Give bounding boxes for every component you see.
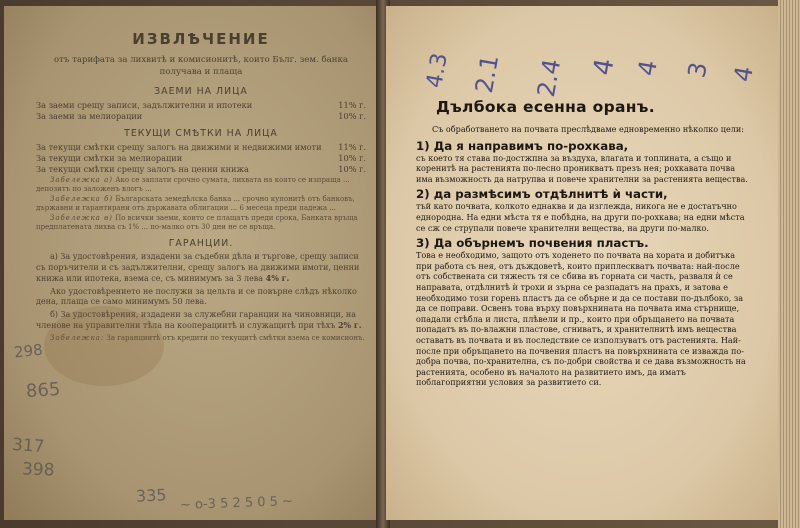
handwriting-top-1: 4.3 <box>422 51 453 90</box>
handwriting-top-5: 4 <box>632 58 663 78</box>
loan-row: За заеми за мелиорации 10% г. <box>36 111 366 121</box>
guarantee-b: б) За удостовѣрения, издадени за служебни гаранции на чиновници, на членове на управителни тѣла на кооперациитѣ и служащитѣ при тѣхъ 2% г. <box>36 309 362 330</box>
left-subtitle: отъ тарифата за лихвитѣ и комисионитѣ, които Бълг. зем. банка получава и плаща <box>53 55 349 77</box>
handwriting-top-3: 2.4 <box>531 56 567 100</box>
note-final: Забележка: За гаранциитѣ отъ кредити по текущитѣ смѣтки взема се комисионъ. <box>50 333 365 342</box>
pencil-note-2: 865 <box>25 378 62 403</box>
guarantee-a-note: Ако удостовѣрението не послужи за цельта и се повърне слѣдъ нѣколко дена, плаща се само минимумъ 50 лева. <box>36 286 357 306</box>
right-title: Дълбока есенна оранъ. <box>436 98 655 116</box>
pencil-note-1: 298 <box>13 340 44 362</box>
left-title: ИЗВЛѢЧЕНИЕ <box>132 30 270 48</box>
pencil-note-3: 317 <box>11 434 46 458</box>
handwriting-top-6: 3 <box>682 60 713 80</box>
right-intro: Съ обработването на почвата преслѣдваме едновременно нѣколко цели: <box>432 124 744 134</box>
loan-row: За заеми срещу записи, задължителни и ипотеки 11% г. <box>36 100 366 110</box>
pencil-note-4: 398 <box>21 459 55 481</box>
page-edges <box>778 0 800 528</box>
item-1 <box>416 139 752 185</box>
note-b: Забележка б) Българската земедѣлска банка ... срочно купонитѣ отъ банковъ, държавни и гарантирани отъ държавата облигации ... 6 месеца преди падежа ... <box>36 195 355 212</box>
pencil-bottom: ~ о-3 5 2 5 0 5 ~ <box>179 494 294 513</box>
guarantee-a: а) За удостовѣрения, издадени за съдебни дѣла и търгове, срещу записи съ поръчители и съ задължителни, срещу залогъ на движими имоти, ценни книжа или ипотека, взема се, съ минимумъ за 3 лева 4% г. <box>36 252 360 283</box>
handwriting-top-2: 2.1 <box>469 52 505 96</box>
left-page <box>4 6 380 520</box>
handwriting-top-7: 4 <box>728 64 759 84</box>
item-3 <box>416 236 752 388</box>
note-a: Забележка а) Ако се заплати срочно сумата, лихвата на която се изпраща ... депозитъ по заложенъ влогъ ... <box>36 176 350 193</box>
item-2-text: тъй като почвата, колкото еднаква и да изглежда, никога не е достатъчно еднородна. На едни мѣста тя е побѣдна, на други по-рохкава; на едни мѣста се сж се струпали повече хранителни вещества, на други по-малко. <box>416 201 745 233</box>
account-row: За текущи смѣтки срещу залогъ на ценни книжа 10% г. <box>36 164 366 174</box>
handwriting-top-4: 4 <box>588 56 621 78</box>
account-row: За текущи смѣтки срещу залогъ на движими и недвижими имоти 11% г. <box>36 142 366 152</box>
account-row: За текущи смѣтки за мелиорации 10% г. <box>36 153 366 163</box>
item-3-heading: 3) Да обърнемъ почвения пластъ. <box>416 236 649 251</box>
note-v: Забележка в) По всички заеми, които се плащатъ преди срока, Банката връща предплатената лихва съ 1% ... по-малко отъ 30 дни не се връща. <box>36 214 358 231</box>
loans-heading: ЗАЕМИ НА ЛИЦА <box>154 86 248 97</box>
item-1-text: съ което тя става по-достжпна за въздуха, влагата и топлината, а също и коренитѣ на растенията по-лесно проникватъ презъ нея; рохкавата почва има възможность да натрупва и повече хранителни за растенията вещества. <box>416 152 748 184</box>
item-1-heading: 1) Да я направимъ по-рохкава, <box>416 138 629 153</box>
item-2-heading: 2) да размѣсимъ отдѣлнитѣ ѝ части, <box>416 187 668 202</box>
item-2 <box>416 187 752 233</box>
guarantees-heading: ГАРАНЦИИ. <box>168 238 234 249</box>
pencil-note-5: 335 <box>135 485 168 506</box>
accounts-heading: ТЕКУЩИ СМѢТКИ НА ЛИЦА <box>124 128 278 139</box>
item-3-text: Това е необходимо, защото отъ ходенето по почвата на хората и добитъка при работа съ нея, отъ дъждоветѣ, които приплескватъ почвата: най-после отъ собствената си тяжесть тя се сбива въ горната си часть, разваля ѝ се направата, отдѣлнитѣ ѝ трохи и зърна се разпадатъ на прахъ, и затова е необходимо този горень пластъ да се обърне и да се постави по-дълбоко, за да се поправи. Освенъ това върху повърхнината на почвата има стърнище, опадали стѣбла и листа, плѣвели и пр., които при обръщането на почвата попадатъ въ по-влажни пластове, сгниватъ, и хранителнитѣ имъ вещества оставатъ въ почвата и въ последствие се използуватъ отъ растенията. Най-после при обръщането на почвения пластъ на повърхнината се изважда по-добра почва, по-хранителна, съ по-добри свойства и се дава възможность на растенията, особено въ началото на развитието имъ, да иматъ поблагоприятни условия за развитието си. <box>416 250 746 388</box>
